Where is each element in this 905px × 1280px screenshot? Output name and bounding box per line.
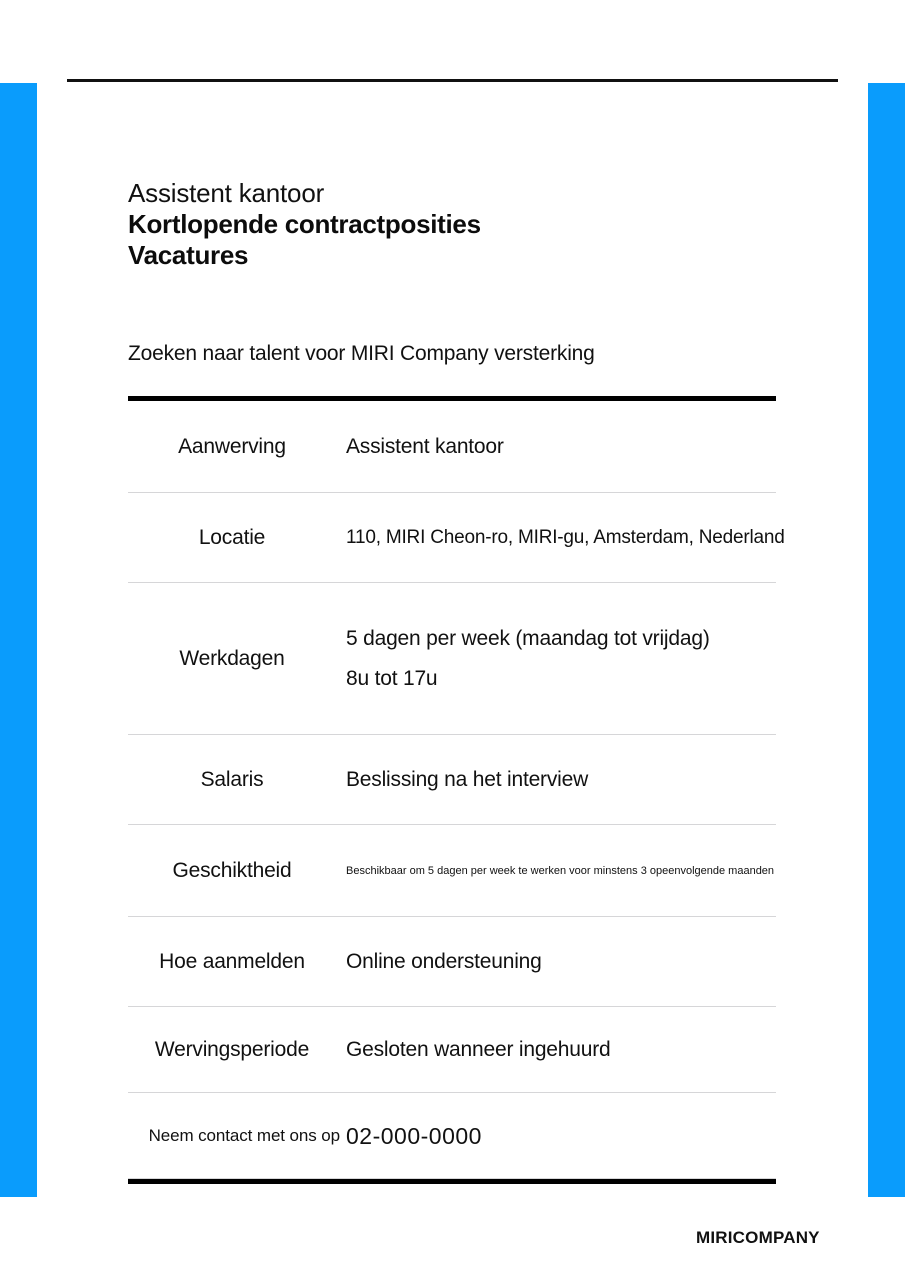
- decorative-blue-bar-left: [0, 83, 37, 1197]
- table-row-value-line: Beslissing na het interview: [346, 767, 589, 791]
- table-row: [128, 917, 776, 1007]
- table-row-value-line: 8u tot 17u: [346, 666, 438, 690]
- table-row-value-line: Online ondersteuning: [346, 949, 542, 973]
- table-row-value-line: Gesloten wanneer ingehuurd: [346, 1037, 611, 1061]
- table-row: [128, 1007, 776, 1093]
- table-row: [128, 735, 776, 825]
- table-row-label: Aanwerving: [178, 434, 286, 458]
- contact-label: Neem contact met ons op: [148, 1125, 340, 1145]
- table-row-label: Wervingsperiode: [154, 1037, 310, 1061]
- table-row: [128, 583, 776, 735]
- table-row-contact: [128, 1093, 776, 1179]
- table-row: [128, 493, 785, 583]
- table-row-label: Werkdagen: [179, 646, 285, 670]
- page-title-line-2: Kortlopende contractposities: [128, 209, 481, 239]
- table-row-label: Salaris: [200, 767, 264, 791]
- table-row-value: [346, 760, 776, 800]
- page-title-line-1: Assistent kantoor: [128, 178, 325, 208]
- table-bottom-rule: [128, 1179, 776, 1184]
- table-row-value: [346, 518, 785, 558]
- table-row-label: Locatie: [198, 525, 266, 549]
- table-row-value-line: 5 dagen per week (maandag tot vrijdag): [346, 626, 710, 650]
- contact-phone-number: 02-000-0000: [346, 1122, 482, 1149]
- table-row-value: [346, 1030, 776, 1070]
- table-row-value: [346, 863, 776, 879]
- decorative-blue-bar-right: [868, 83, 905, 1197]
- page-subtitle: Zoeken naar talent voor MIRI Company versterking: [128, 342, 595, 365]
- table-row-value-line: Beschikbaar om 5 dagen per week te werken voor minstens 3 opeenvolgende maanden: [346, 864, 775, 877]
- table-row: [128, 401, 776, 493]
- contact-value: [340, 1116, 776, 1156]
- page-title-line-3: Vacatures: [128, 240, 249, 270]
- table-row: [128, 825, 776, 917]
- table-row-value: [346, 427, 776, 467]
- table-row-label: Hoe aanmelden: [159, 949, 305, 973]
- page-title: [128, 178, 788, 271]
- top-divider-rule: [67, 79, 838, 82]
- table-row-value: [346, 619, 776, 699]
- table-row-value: [346, 942, 776, 982]
- table-row-value-line: 110, MIRI Cheon-ro, MIRI-gu, Amsterdam, Nederland: [346, 526, 785, 548]
- table-row-value-line: Assistent kantoor: [346, 434, 504, 458]
- table-row-label: Geschiktheid: [172, 858, 292, 882]
- company-brand-logo: MIRICOMPANY: [696, 1228, 820, 1247]
- job-details-table: [128, 396, 785, 1184]
